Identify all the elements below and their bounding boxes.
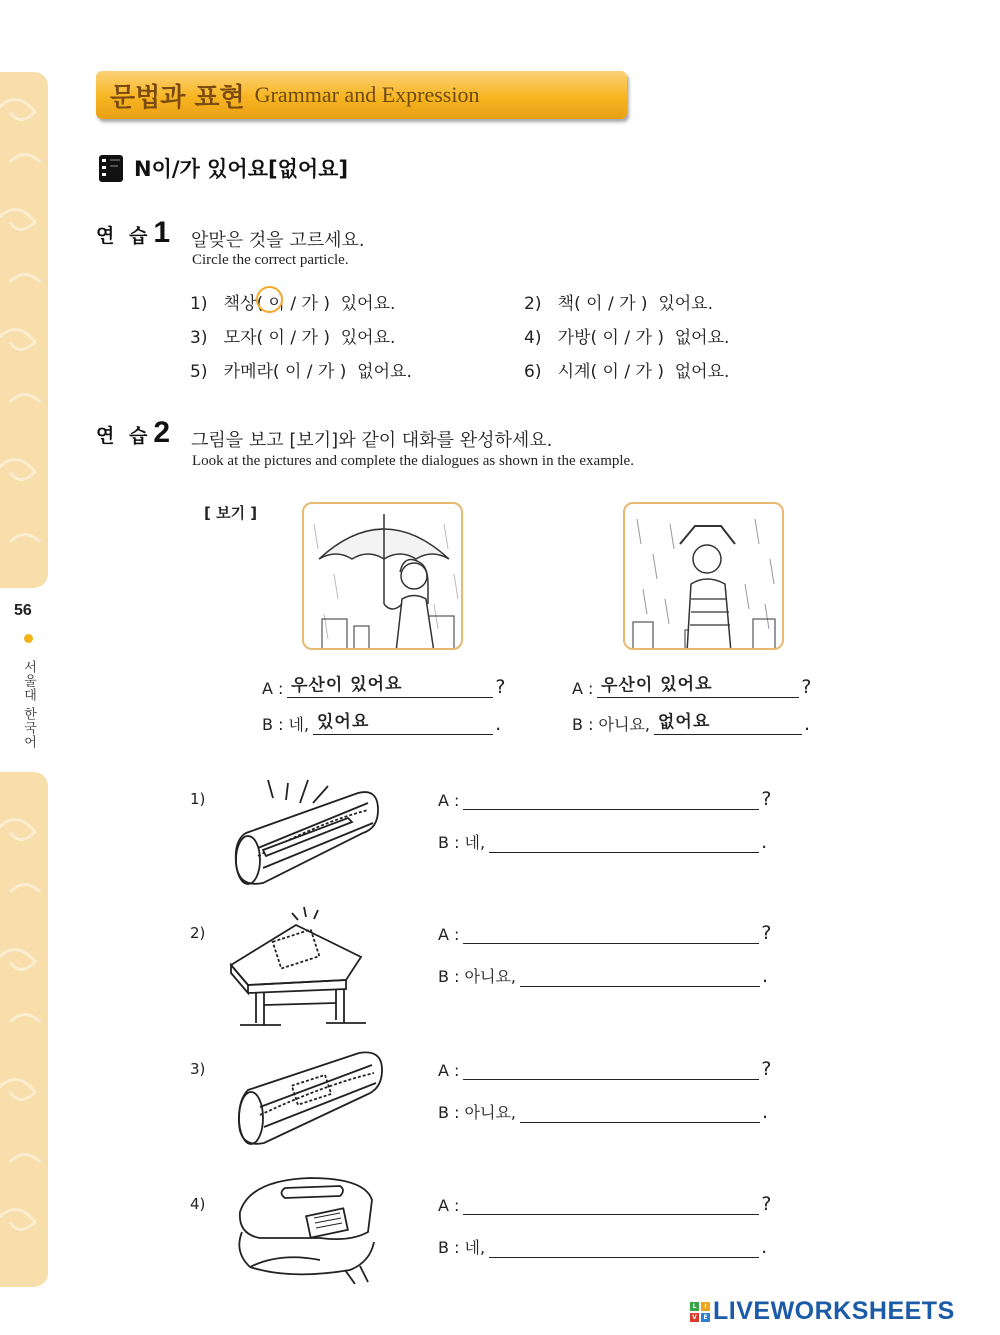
answer-blank[interactable] xyxy=(597,674,799,698)
exercise1-item-1: 1) 책상( 이 / 가 ) 있어요. xyxy=(190,294,396,314)
dialogue-punct: . xyxy=(761,831,768,853)
item-3-number: 3) xyxy=(190,1060,206,1078)
sidebar-band-bottom xyxy=(0,772,48,1287)
exercise1-instruction-en: Circle the correct particle. xyxy=(192,252,349,268)
exercise2-instruction-ko: 그림을 보고 [보기]와 같이 대화를 완성하세요. xyxy=(191,430,553,451)
exercise1-item-3: 3) 모자( 이 / 가 ) 있어요. xyxy=(190,328,396,348)
rain-man-icon xyxy=(625,504,784,650)
example-left-line-b xyxy=(262,712,501,735)
item-4-line-a xyxy=(438,1193,772,1215)
bag-calculator-icon xyxy=(230,1172,380,1284)
dialogue-prefix: A : xyxy=(262,679,284,698)
page-number: 56 xyxy=(14,602,32,619)
answer-blank[interactable] xyxy=(313,711,493,735)
umbrella-woman-icon xyxy=(304,504,463,650)
dialogue-punct: ? xyxy=(495,676,506,698)
item-3-answer-a-field[interactable] xyxy=(463,1060,759,1080)
sidebar-band-top xyxy=(0,72,48,588)
umbrella-woman-picture xyxy=(302,502,463,650)
dialogue-prefix: A : xyxy=(438,1196,460,1215)
item-4-number: 4) xyxy=(190,1195,206,1213)
answer-circle-mark xyxy=(256,286,283,313)
item-4-answer-a-field[interactable] xyxy=(463,1195,759,1215)
dialogue-punct: . xyxy=(762,1101,769,1123)
banner-title-en: Grammar and Expression xyxy=(254,82,480,107)
item-2-number: 2) xyxy=(190,924,206,942)
logo-letter: E xyxy=(701,1313,710,1322)
exercise1-item-6: 6) 시계( 이 / 가 ) 없어요. xyxy=(524,362,730,382)
dialogue-punct: . xyxy=(762,965,769,987)
exercise2-label: 연 습 xyxy=(96,425,152,447)
exercise1-item-5: 5) 카메라( 이 / 가 ) 없어요. xyxy=(190,362,412,382)
dialogue-prefix: A : xyxy=(438,1061,460,1080)
dialogue-punct: ? xyxy=(801,676,812,698)
dialogue-punct: ? xyxy=(761,788,772,810)
dialogue-punct: . xyxy=(761,1236,768,1258)
dialogue-punct: . xyxy=(804,713,811,735)
exercise1-item-2: 2) 책( 이 / 가 ) 있어요. xyxy=(524,294,714,314)
example-right-line-b xyxy=(572,712,810,735)
dialogue-prefix: A : xyxy=(438,925,460,944)
section-banner xyxy=(96,71,627,119)
handwritten-answer: 있어요 xyxy=(316,711,370,733)
dialogue-prefix: B : 네, xyxy=(262,715,310,734)
example-left-line-a xyxy=(262,676,506,698)
exercise2-heading xyxy=(96,418,170,448)
exercise1-label: 연 습 xyxy=(96,225,152,247)
exercise1-number: 1 xyxy=(153,216,171,249)
grammar-title: N이/가 있어요[없어요] xyxy=(134,157,349,181)
item-2-answer-a-field[interactable] xyxy=(463,924,759,944)
dialogue-prefix: B : 아니요, xyxy=(438,967,516,986)
rain-man-picture xyxy=(623,502,784,650)
dialogue-prefix: B : 네, xyxy=(438,1238,486,1257)
item-4-line-b xyxy=(438,1235,767,1258)
exercise1-item-4: 4) 가방( 이 / 가 ) 없어요. xyxy=(524,328,730,348)
notebook-icon xyxy=(96,152,126,184)
item-4-answer-b-field[interactable] xyxy=(489,1238,759,1258)
example-right-line-a xyxy=(572,676,812,698)
dialogue-punct: ? xyxy=(761,1193,772,1215)
logo-letter: I xyxy=(701,1302,710,1311)
item-3-line-b xyxy=(438,1100,768,1123)
logo-letter: V xyxy=(690,1313,699,1322)
answer-blank[interactable] xyxy=(287,674,493,698)
page-dot xyxy=(24,634,33,643)
item-2-answer-b-field[interactable] xyxy=(520,967,760,987)
dialogue-punct: . xyxy=(495,713,502,735)
exercise2-instruction-en: Look at the pictures and complete the dialogues as shown in the example. xyxy=(192,453,634,469)
liveworksheets-logo[interactable] xyxy=(690,1297,955,1326)
item-1-number: 1) xyxy=(190,790,206,808)
item-1-answer-b-field[interactable] xyxy=(489,833,759,853)
book-title: 서울대 한국어 xyxy=(21,660,36,750)
cloud-pattern-icon xyxy=(0,72,48,588)
cloud-pattern-icon xyxy=(0,772,48,1287)
desk-icon xyxy=(226,905,376,1035)
logo-letter: L xyxy=(690,1302,699,1311)
logo-blocks-icon xyxy=(690,1302,710,1322)
dialogue-prefix: B : 아니요, xyxy=(438,1103,516,1122)
dialogue-punct: ? xyxy=(761,1058,772,1080)
answer-blank[interactable] xyxy=(654,711,802,735)
dialogue-prefix: A : xyxy=(572,679,594,698)
pencil-case-icon xyxy=(228,778,388,890)
item-1-answer-a-field[interactable] xyxy=(463,790,759,810)
exercise1-instruction-ko: 알맞은 것을 고르세요. xyxy=(191,230,365,251)
item-2-line-a xyxy=(438,922,772,944)
example-label: [ 보기 ] xyxy=(204,504,258,522)
handwritten-answer: 우산이 있어요 xyxy=(291,674,404,696)
logo-text: LIVEWORKSHEETS xyxy=(713,1297,955,1325)
exercise1-heading xyxy=(96,218,170,248)
handwritten-answer: 없어요 xyxy=(657,711,711,733)
dialogue-prefix: B : 아니요, xyxy=(572,715,650,734)
dialogue-punct: ? xyxy=(761,922,772,944)
handwritten-answer: 우산이 있어요 xyxy=(601,674,714,696)
dialogue-prefix: A : xyxy=(438,791,460,810)
item-3-line-a xyxy=(438,1058,772,1080)
item-3-answer-b-field[interactable] xyxy=(520,1103,760,1123)
item-1-line-b xyxy=(438,830,767,853)
item-1-line-a xyxy=(438,788,772,810)
empty-pencil-case-icon xyxy=(234,1045,389,1150)
grammar-heading xyxy=(96,152,348,184)
banner-title-ko: 문법과 표현 xyxy=(110,82,245,113)
item-2-line-b xyxy=(438,964,768,987)
exercise2-number: 2 xyxy=(153,416,171,449)
dialogue-prefix: B : 네, xyxy=(438,833,486,852)
